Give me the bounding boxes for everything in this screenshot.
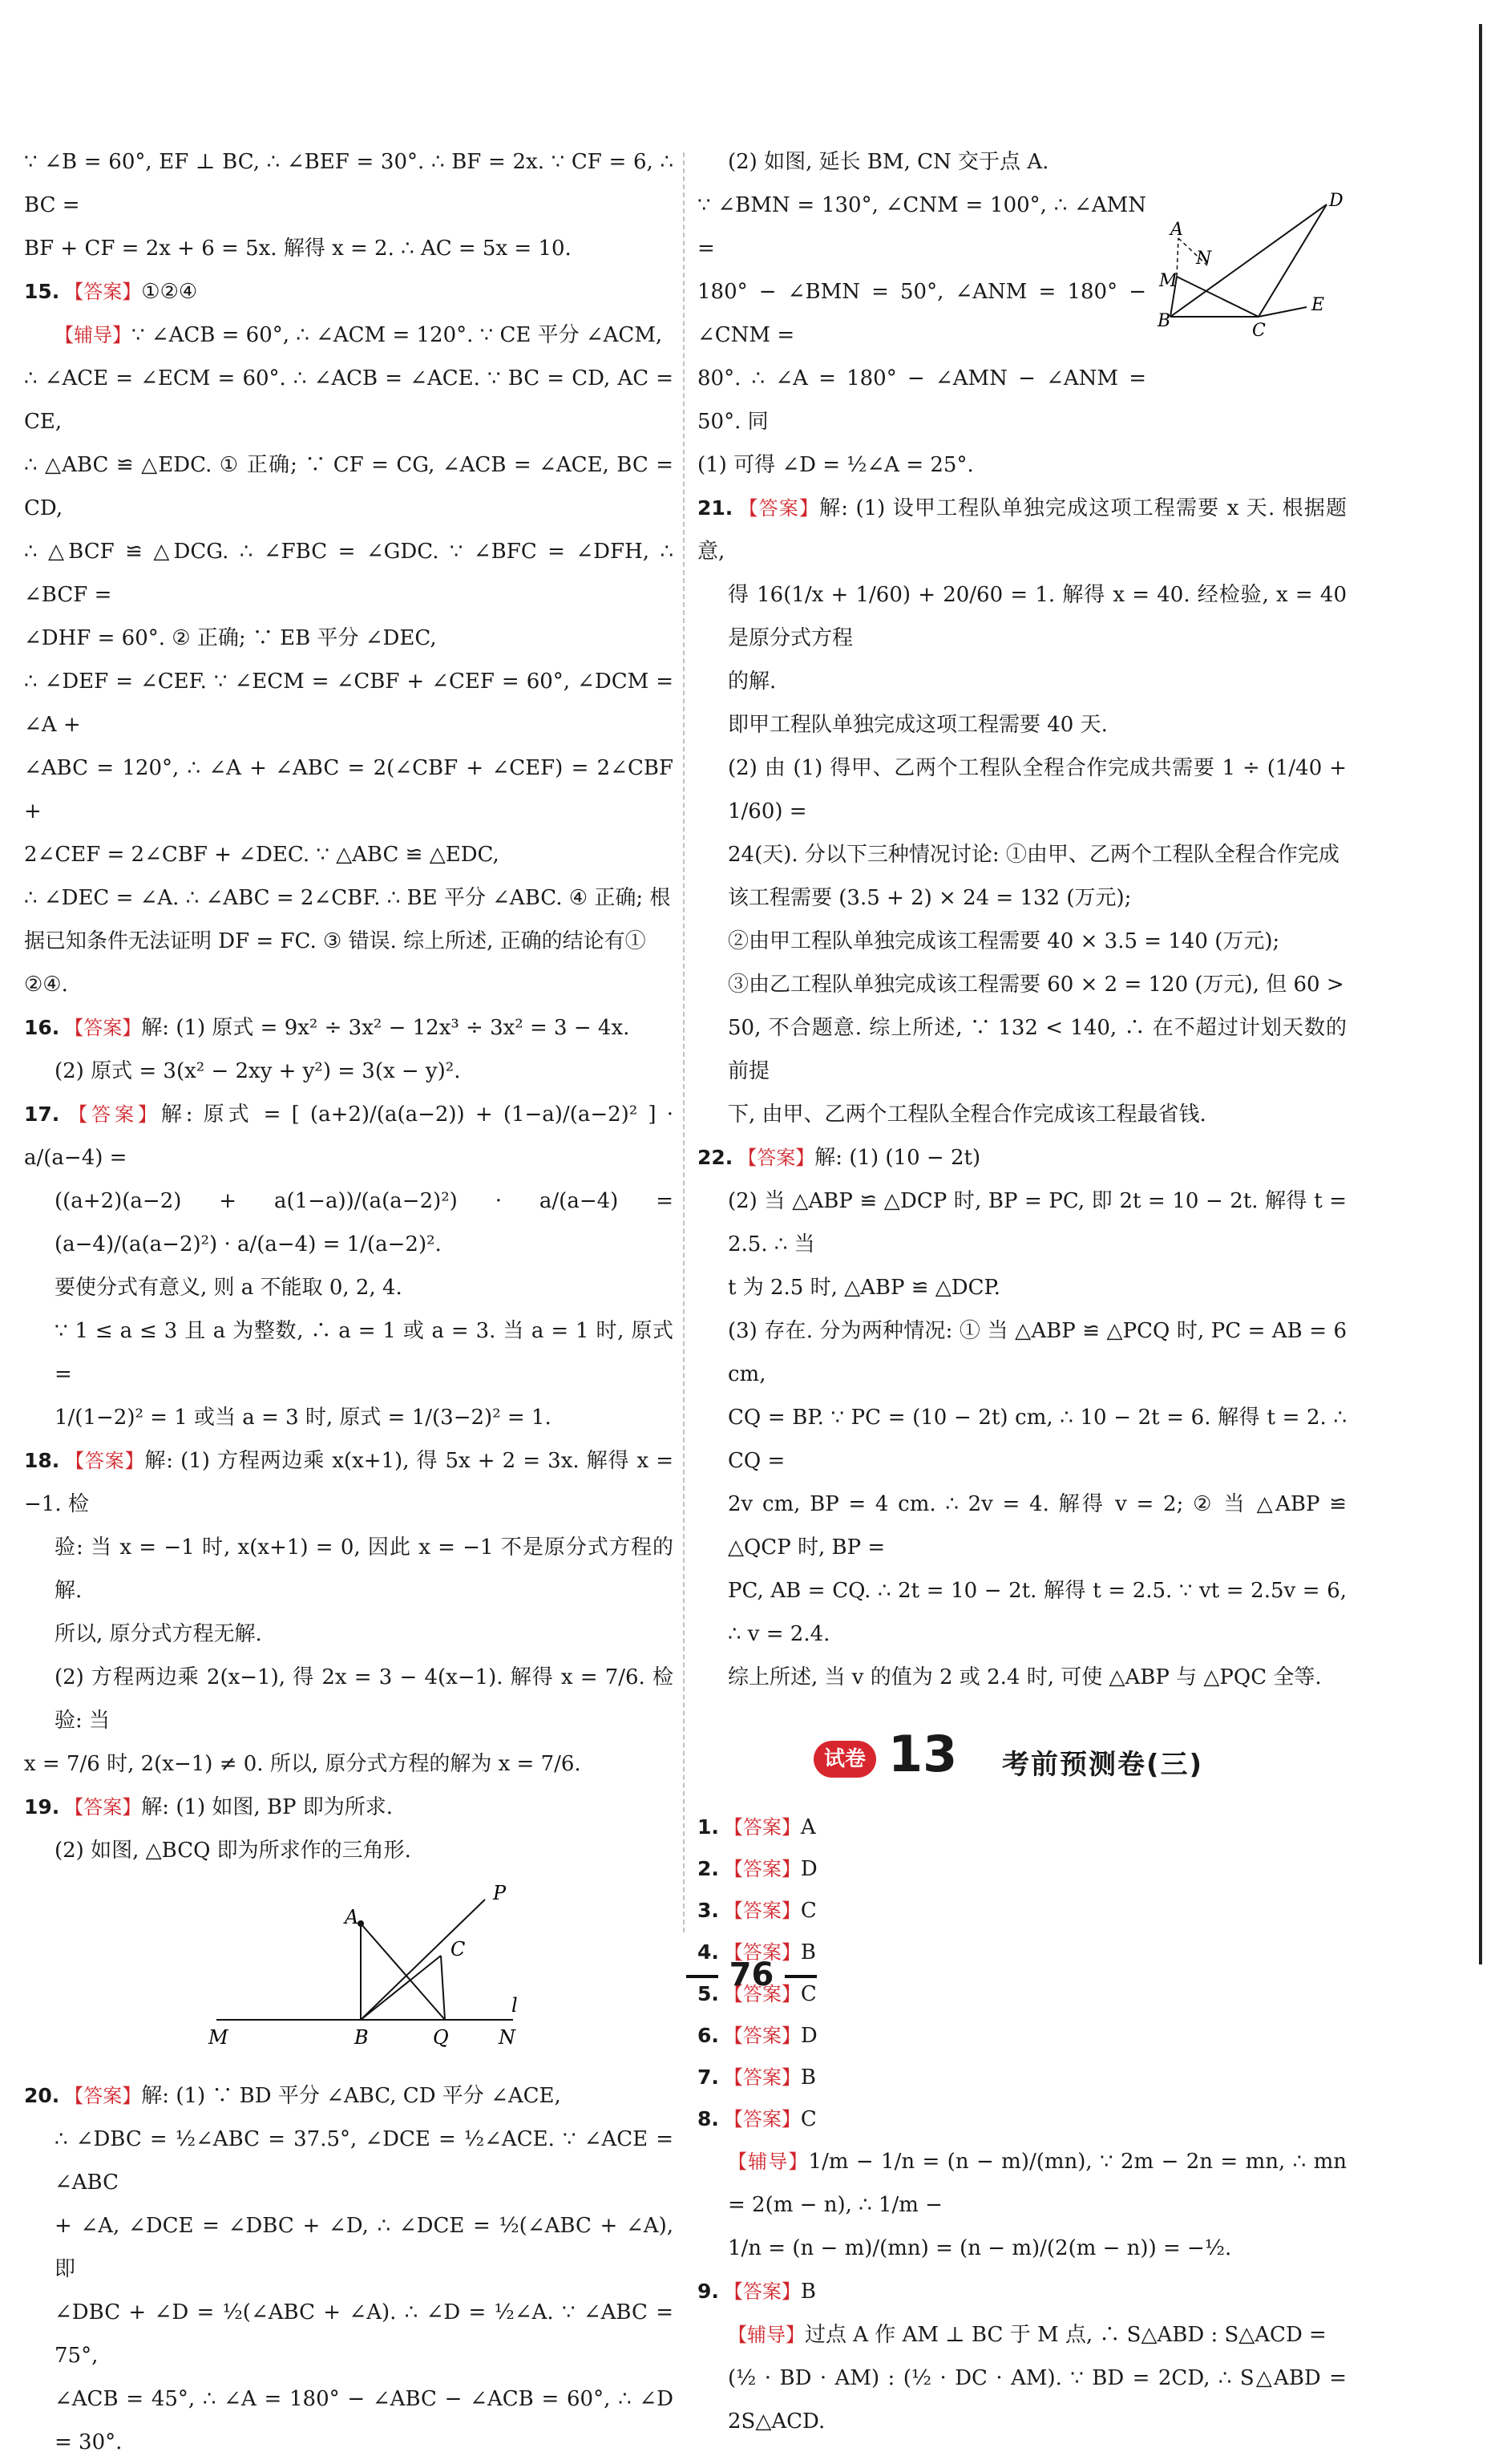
text-line	[24, 2377, 673, 2464]
line-text: 解: (1) 原式 = 9x² ÷ 3x² − 12x³ ÷ 3x² = 3 − 4x.	[141, 1016, 630, 1040]
line-text: x = 7/6 时, 2(x−1) ≠ 0. 所以, 原分式方程的解为 x = 7/6.	[24, 1752, 581, 1776]
line-text: ∴ ∠ACE = ∠ECM = 60°. ∴ ∠ACB = ∠ACE. ∵ BC = CD, AC = CE,	[24, 366, 673, 434]
question-number: 2.	[697, 1857, 719, 1880]
text-line	[697, 1136, 1347, 1179]
text-line	[697, 1569, 1347, 1656]
text-line	[697, 487, 1347, 573]
text-line	[697, 1006, 1347, 1093]
line-text: ∴ ∠DEF = ∠CEF. ∵ ∠ECM = ∠CBF + ∠CEF = 60°, ∠DCM = ∠A +	[24, 670, 673, 737]
line-text: (3) 存在. 分为两种情况: ① 当 △ABP ≌ △PCQ 时, PC = AB = 6 cm,	[728, 1319, 1347, 1386]
text-line	[24, 227, 673, 270]
line-text: B	[800, 2280, 817, 2304]
question-number: 7.	[697, 2065, 719, 2089]
page-footer	[0, 1956, 1503, 1993]
line-text: A	[800, 1815, 816, 1839]
line-text: 解: (1) ∵ BD 平分 ∠ABC, CD 平分 ∠ACE,	[141, 2084, 561, 2108]
line-text: (2) 由 (1) 得甲、乙两个工程队全程合作完成共需要 1 ÷ (1/40 + 1/60) =	[728, 756, 1347, 823]
answer-tag: 【辅导】	[55, 324, 131, 346]
line-text: 1/m − 1/n = (n − m)/(mn), ∵ 2m − 2n = mn, ∴ mn = 2(m − n), ∴ 1/m −	[728, 2150, 1347, 2217]
answer-tag: 【辅导】	[728, 2324, 805, 2346]
text-line	[24, 2118, 673, 2204]
line-text: 综上所述, 当 v 的值为 2 或 2.4 时, 可使 △ABP 与 △PQC 全等.	[728, 1665, 1322, 1689]
fig20-label-B: B	[1158, 311, 1171, 331]
text-line	[24, 2291, 673, 2377]
answer-tag: 【答案】	[64, 1017, 142, 1039]
line-text: 2v cm, BP = 4 cm. ∴ 2v = 4. 解得 v = 2; ② 当 △ABP ≌ △QCP 时, BP =	[728, 1492, 1347, 1560]
answer-tag: 【答案】	[723, 1900, 801, 1922]
text-line	[24, 876, 673, 920]
section-badge: 试卷	[814, 1741, 876, 1778]
line-text: ②由甲工程队单独完成该工程需要 40 × 3.5 = 140 (万元);	[728, 929, 1280, 953]
text-line	[24, 920, 673, 963]
line-text: ①②④	[141, 280, 198, 304]
line-text: D	[800, 2024, 818, 2048]
line-text: 50, 不合题意. 综上所述, ∵ 132 < 140, ∴ 在不超过计划天数的前提	[728, 1016, 1347, 1083]
answer-tag: 【答案】	[723, 1983, 801, 2005]
text-line	[697, 963, 1347, 1006]
line-text: ∠DHF = 60°. ② 正确; ∵ EB 平分 ∠DEC,	[24, 626, 437, 650]
line-text: (½ · BD · AM) : (½ · DC · AM). ∵ BD = 2CD, ∴ S△ABD = 2S△ACD.	[728, 2366, 1347, 2434]
text-line	[24, 617, 673, 660]
text-line	[697, 573, 1347, 660]
text-line	[697, 1890, 1347, 1932]
line-text: 解: (1) 设甲工程队单独完成这项工程需要 x 天. 根据题意,	[697, 496, 1347, 564]
text-line	[697, 1848, 1347, 1890]
line-text: C	[800, 2107, 817, 2131]
section-title: 考前预测卷(三)	[1002, 1749, 1204, 1781]
text-line	[697, 746, 1347, 833]
fig20-label-A: A	[1170, 220, 1183, 240]
line-text: 80°. ∴ ∠A = 180° − ∠AMN − ∠ANM = 50°. 同	[697, 366, 1146, 434]
line-text: 解: (1) (10 − 2t)	[814, 1146, 981, 1170]
line-text: 下, 由甲、乙两个工程队全程合作完成该工程最省钱.	[728, 1103, 1206, 1127]
text-line	[697, 660, 1347, 703]
line-text: 验: 当 x = −1 时, x(x+1) = 0, 因此 x = −1 不是原分式方程的解.	[55, 1535, 673, 1603]
text-line	[697, 2098, 1347, 2140]
line-text: 过点 A 作 AM ⊥ BC 于 M 点, ∴ S△ABD : S△ACD =	[805, 2323, 1327, 2347]
text-line	[697, 1807, 1347, 1848]
line-text: 2∠CEF = 2∠CBF + ∠DEC. ∵ △ABC ≌ △EDC,	[24, 843, 499, 867]
question-number: 15.	[24, 280, 60, 303]
answer-tag: 【答案】	[737, 1147, 815, 1169]
answer-tag: 【答案】	[64, 2085, 142, 2107]
text-line	[24, 1656, 673, 1742]
text-line	[24, 1396, 673, 1439]
line-text: 要使分式有意义, 则 a 不能取 0, 2, 4.	[55, 1276, 402, 1300]
section-number: 13	[888, 1725, 958, 1783]
answer-tag: 【答案】	[64, 1450, 145, 1472]
right-column	[697, 140, 1347, 2443]
text-line	[24, 1309, 673, 1396]
question-number: 16.	[24, 1016, 60, 1039]
fig19-label-B: B	[354, 2026, 369, 2049]
answer-tag: 【答案】	[64, 1103, 161, 1126]
answer-tag: 【答案】	[723, 1858, 801, 1880]
line-text: 解: (1) 方程两边乘 x(x+1), 得 5x + 2 = 3x. 解得 x = −1. 检	[24, 1449, 673, 1516]
text-line	[697, 357, 1146, 443]
fig19-label-l: l	[511, 1994, 518, 2017]
question-number: 20.	[24, 2084, 60, 2107]
fig19-label-N: N	[499, 2026, 515, 2049]
line-text: B	[800, 1940, 817, 1964]
question-number: 4.	[697, 1940, 719, 1964]
text-line	[24, 140, 673, 227]
fig20-label-C: C	[1252, 321, 1266, 341]
line-text: ∴ △ABC ≌ △EDC. ① 正确; ∵ CF = CG, ∠ACB = ∠ACE, BC = CD,	[24, 453, 673, 520]
fig20-label-N: N	[1196, 249, 1212, 269]
text-line	[697, 270, 1146, 357]
left-column	[24, 140, 673, 2464]
text-line	[697, 140, 1146, 184]
fig19-label-Q: Q	[433, 2026, 449, 2049]
text-line	[697, 2057, 1347, 2098]
line-text: ②④.	[24, 973, 68, 997]
text-line	[697, 1656, 1347, 1699]
answer-tag: 【辅导】	[728, 2150, 809, 2173]
line-text: ∵ ∠ACB = 60°, ∴ ∠ACM = 120°. ∵ CE 平分 ∠ACM,	[131, 323, 663, 347]
text-line	[24, 1006, 673, 1050]
line-text: 1/(1−2)² = 1 或当 a = 3 时, 原式 = 1/(3−2)² = 1.	[55, 1406, 552, 1430]
section-banner	[697, 1713, 1347, 1802]
text-line	[697, 1483, 1347, 1569]
question-number: 1.	[697, 1815, 719, 1839]
text-line	[24, 833, 673, 876]
text-line	[697, 1093, 1347, 1136]
text-line	[24, 1786, 673, 1829]
line-text: B	[800, 2065, 817, 2090]
text-line	[697, 2270, 1347, 2313]
fig20-label-D: D	[1329, 191, 1343, 211]
question-number: 21.	[697, 496, 733, 520]
fig19-label-M: M	[208, 2026, 228, 2049]
line-text: (2) 如图, 延长 BM, CN 交于点 A.	[728, 150, 1049, 174]
text-line	[697, 2357, 1347, 2443]
question-number: 19.	[24, 1795, 60, 1819]
text-line	[697, 2313, 1347, 2357]
line-text: ∴ ∠DEC = ∠A. ∴ ∠ABC = 2∠CBF. ∴ BE 平分 ∠ABC. ④ 正确; 根	[24, 886, 671, 910]
text-line	[24, 2074, 673, 2118]
column-divider	[683, 152, 685, 1932]
text-line	[24, 314, 673, 357]
line-text: (1) 可得 ∠D = ½∠A = 25°.	[697, 453, 974, 477]
answer-tag: 【答案】	[723, 2025, 801, 2047]
figure-20-svg	[1146, 188, 1347, 341]
text-line	[24, 963, 673, 1006]
question-number: 17.	[24, 1103, 60, 1126]
answer-tag: 【答案】	[64, 281, 142, 303]
line-text: ∵ ∠B = 60°, EF ⊥ BC, ∴ ∠BEF = 30°. ∴ BF = 2x. ∵ CF = 6, ∴ BC =	[24, 150, 673, 217]
line-text: 180° − ∠BMN = 50°, ∠ANM = 180° − ∠CNM =	[697, 280, 1146, 347]
text-line	[697, 2015, 1347, 2057]
line-text: CQ = BP. ∵ PC = (10 − 2t) cm, ∴ 10 − 2t = 6. 解得 t = 2. ∴ CQ =	[728, 1406, 1347, 1473]
text-line	[697, 1396, 1347, 1483]
line-text: ∵ 1 ≤ a ≤ 3 且 a 为整数, ∴ a = 1 或 a = 3. 当 a = 1 时, 原式 =	[55, 1319, 673, 1386]
fig20-label-E: E	[1311, 295, 1325, 315]
text-line	[24, 530, 673, 617]
text-line	[697, 876, 1347, 920]
text-line	[697, 2140, 1347, 2227]
page-edge	[1479, 24, 1482, 1964]
text-line	[24, 1179, 673, 1266]
text-line	[697, 920, 1347, 963]
answer-tag: 【答案】	[723, 1941, 801, 1964]
line-text: 据已知条件无法证明 DF = FC. ③ 错误. 综上所述, 正确的结论有①	[24, 929, 646, 953]
text-line	[24, 1526, 673, 1612]
figure-20	[1146, 188, 1347, 341]
fig20-label-M: M	[1159, 271, 1178, 291]
text-line	[24, 443, 673, 530]
line-text: (2) 如图, △BCQ 即为所求作的三角形.	[55, 1839, 411, 1863]
answer-tag: 【答案】	[737, 497, 820, 520]
fig19-label-C: C	[450, 1938, 466, 1960]
line-text: PC, AB = CQ. ∴ 2t = 10 − 2t. 解得 t = 2.5. ∵ vt = 2.5v = 6, ∴ v = 2.4.	[728, 1579, 1347, 1646]
line-text: + ∠A, ∠DCE = ∠DBC + ∠D, ∴ ∠DCE = ½(∠ABC + ∠A), 即	[55, 2214, 673, 2281]
text-line	[697, 2227, 1347, 2270]
page-number: 76	[729, 1956, 774, 1993]
line-text: 解: (1) 如图, BP 即为所求.	[141, 1795, 394, 1819]
question-number: 3.	[697, 1899, 719, 1922]
line-text: ③由乙工程队单独完成该工程需要 60 × 2 = 120 (万元), 但 60 >	[728, 973, 1344, 997]
line-text: ((a+2)(a−2) + a(1−a))/(a(a−2)²) · a/(a−4) = (a−4)/(a(a−2)²) · a/(a−4) = 1/(a−2)².	[55, 1189, 673, 1256]
line-text: 得 16(1/x + 1/60) + 20/60 = 1. 解得 x = 40. 经检验, x = 40 是原分式方程	[728, 583, 1347, 650]
text-line	[24, 746, 673, 833]
text-line	[697, 1179, 1347, 1266]
line-text: ∠DBC + ∠D = ½(∠ABC + ∠A). ∴ ∠D = ½∠A. ∵ ∠ABC = 75°,	[55, 2300, 673, 2368]
fig19-label-P: P	[493, 1882, 507, 1904]
text-line	[24, 2204, 673, 2291]
line-text: 1/n = (n − m)/(mn) = (n − m)/(2(m − n)) = −½.	[728, 2236, 1232, 2260]
line-text: 即甲工程队单独完成这项工程需要 40 天.	[728, 713, 1108, 737]
question-number: 8.	[697, 2107, 719, 2130]
line-text: 该工程需要 (3.5 + 2) × 24 = 132 (万元);	[728, 886, 1132, 910]
question-number: 5.	[697, 1982, 719, 2005]
text-line	[24, 1612, 673, 1656]
text-line	[24, 1742, 673, 1786]
answer-tag: 【答案】	[64, 1796, 142, 1819]
line-text: (2) 原式 = 3(x² − 2xy + y²) = 3(x − y)².	[55, 1059, 461, 1083]
line-text: 解: 原式 = [ (a+2)/(a(a−2)) + (1−a)/(a−2)² ] · a/(a−4) =	[24, 1103, 673, 1170]
line-text: 的解.	[728, 670, 777, 694]
line-text: 24(天). 分以下三种情况讨论: ①由甲、乙两个工程队全程合作完成	[728, 843, 1339, 867]
line-text: BF + CF = 2x + 6 = 5x. 解得 x = 2. ∴ AC = 5x = 10.	[24, 237, 572, 261]
answer-tag: 【答案】	[723, 1816, 801, 1839]
text-line	[24, 270, 673, 314]
line-text: 所以, 原分式方程无解.	[55, 1622, 262, 1646]
text-line	[697, 833, 1347, 876]
text-line	[697, 703, 1347, 746]
line-text: D	[800, 1857, 818, 1881]
line-text: (2) 方程两边乘 2(x−1), 得 2x = 3 − 4(x−1). 解得 x = 7/6. 检验: 当	[55, 1665, 673, 1733]
answer-tag: 【答案】	[723, 2280, 801, 2303]
text-line	[24, 660, 673, 746]
answer-tag: 【答案】	[723, 2108, 801, 2130]
text-line	[697, 1266, 1347, 1309]
text-line	[24, 1829, 673, 1872]
text-line	[24, 1093, 673, 1179]
line-text: ∠ABC = 120°, ∴ ∠A + ∠ABC = 2(∠CBF + ∠CEF) = 2∠CBF +	[24, 756, 673, 823]
line-text: ∴ ∠DBC = ½∠ABC = 37.5°, ∠DCE = ½∠ACE. ∵ ∠ACE = ∠ABC	[55, 2127, 673, 2195]
line-text: (2) 当 △ABP ≌ △DCP 时, BP = PC, 即 2t = 10 − 2t. 解得 t = 2.5. ∴ 当	[728, 1189, 1347, 1256]
text-line	[24, 1439, 673, 1526]
text-line	[24, 1050, 673, 1093]
text-line	[24, 1266, 673, 1309]
line-text: C	[800, 1982, 817, 2006]
text-line	[697, 184, 1146, 270]
fig19-label-A: A	[345, 1906, 359, 1928]
line-text: C	[800, 1899, 817, 1923]
line-text: ∵ ∠BMN = 130°, ∠CNM = 100°, ∴ ∠AMN =	[697, 193, 1146, 261]
line-text: ∴ △BCF ≌ △DCG. ∴ ∠FBC = ∠GDC. ∵ ∠BFC = ∠DFH, ∴ ∠BCF =	[24, 540, 673, 607]
question-number: 6.	[697, 2024, 719, 2047]
line-text: t 为 2.5 时, △ABP ≌ △DCP.	[728, 1276, 1001, 1300]
text-line	[697, 443, 1146, 487]
question-number: 22.	[697, 1146, 733, 1169]
question-number: 9.	[697, 2280, 719, 2303]
question-number: 18.	[24, 1449, 60, 1472]
answer-tag: 【答案】	[723, 2066, 801, 2089]
text-line	[697, 1309, 1347, 1396]
line-text: ∠ACB = 45°, ∴ ∠A = 180° − ∠ABC − ∠ACB = 60°, ∴ ∠D = 30°.	[55, 2387, 673, 2454]
text-line	[24, 357, 673, 443]
